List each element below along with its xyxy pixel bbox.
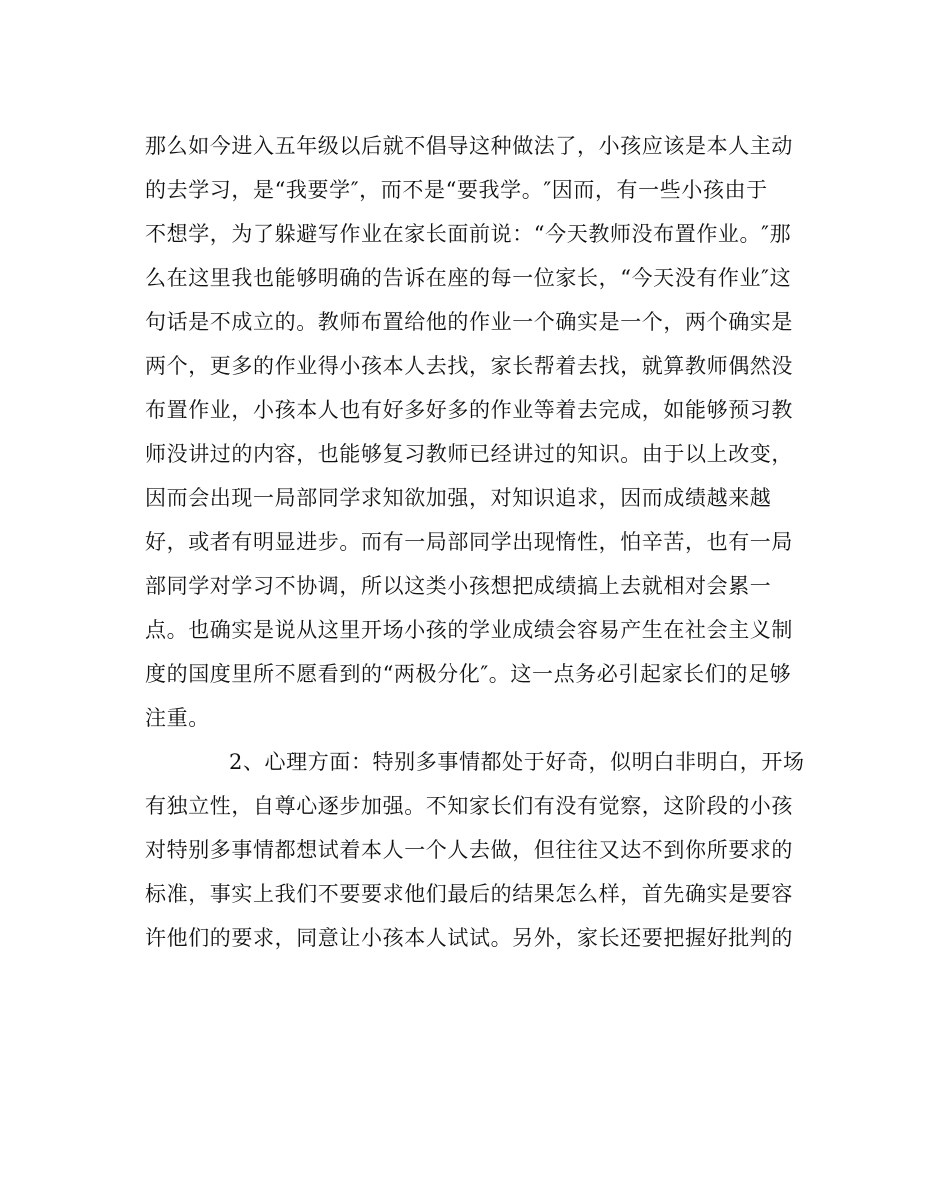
text-line-2: 的去学习，是“我要学″，而不是“要我学。″因而，有一些小孩由于	[145, 178, 768, 202]
text-line-19: 许他们的要求，同意让小孩本人试试。另外，家长还要把握好批判的	[145, 926, 793, 950]
text-line-3: 不想学，为了躲避写作业在家长面前说：“今天教师没布置作业。″那	[145, 222, 792, 246]
text-line-18: 标准，事实上我们不要要求他们最后的结果怎么样，首先确实是要容	[145, 882, 793, 906]
text-line-1: 那么如今进入五年级以后就不倡导这种做法了，小孩应该是本人主动	[145, 134, 793, 158]
text-line-8: 师没讲过的内容，也能够复习教师已经讲过的知识。由于以上改变，	[145, 442, 793, 466]
text-line-12: 点。也确实是说从这里开场小孩的学业成绩会容易产生在社会主义制	[145, 618, 793, 642]
text-line-4: 么在这里我也能够明确的告诉在座的每一位家长，“今天没有作业″这	[145, 266, 792, 290]
text-line-10: 好，或者有明显进步。而有一局部同学出现惰性，怕辛苦，也有一局	[145, 530, 793, 554]
text-line-17: 对特别多事情都想试着本人一个人去做，但往往又达不到你所要求的	[145, 838, 793, 862]
body-text	[145, 124, 825, 960]
text-line-13: 度的国度里所不愿看到的“两极分化″。这一点务必引起家长们的足够	[145, 662, 792, 686]
text-line-14: 注重。	[145, 706, 210, 730]
text-line-11: 部同学对学习不协调，所以这类小孩想把成绩搞上去就相对会累一	[145, 574, 772, 598]
text-line-16: 有独立性，自尊心逐步加强。不知家长们有没有觉察，这阶段的小孩	[145, 794, 793, 818]
text-line-5: 句话是不成立的。教师布置给他的作业一个确实是一个，两个确实是	[145, 310, 793, 334]
paragraph-2-first-line: 2、心理方面：特别多事情都处于好奇，似明白非明白，开场	[229, 750, 805, 774]
text-line-9: 因而会出现一局部同学求知欲加强，对知识追求，因而成绩越来越	[145, 486, 772, 510]
text-line-7: 布置作业，小孩本人也有好多好多的作业等着去完成，如能够预习教	[145, 398, 793, 422]
text-line-6: 两个，更多的作业得小孩本人去找，家长帮着去找，就算教师偶然没	[145, 354, 793, 378]
